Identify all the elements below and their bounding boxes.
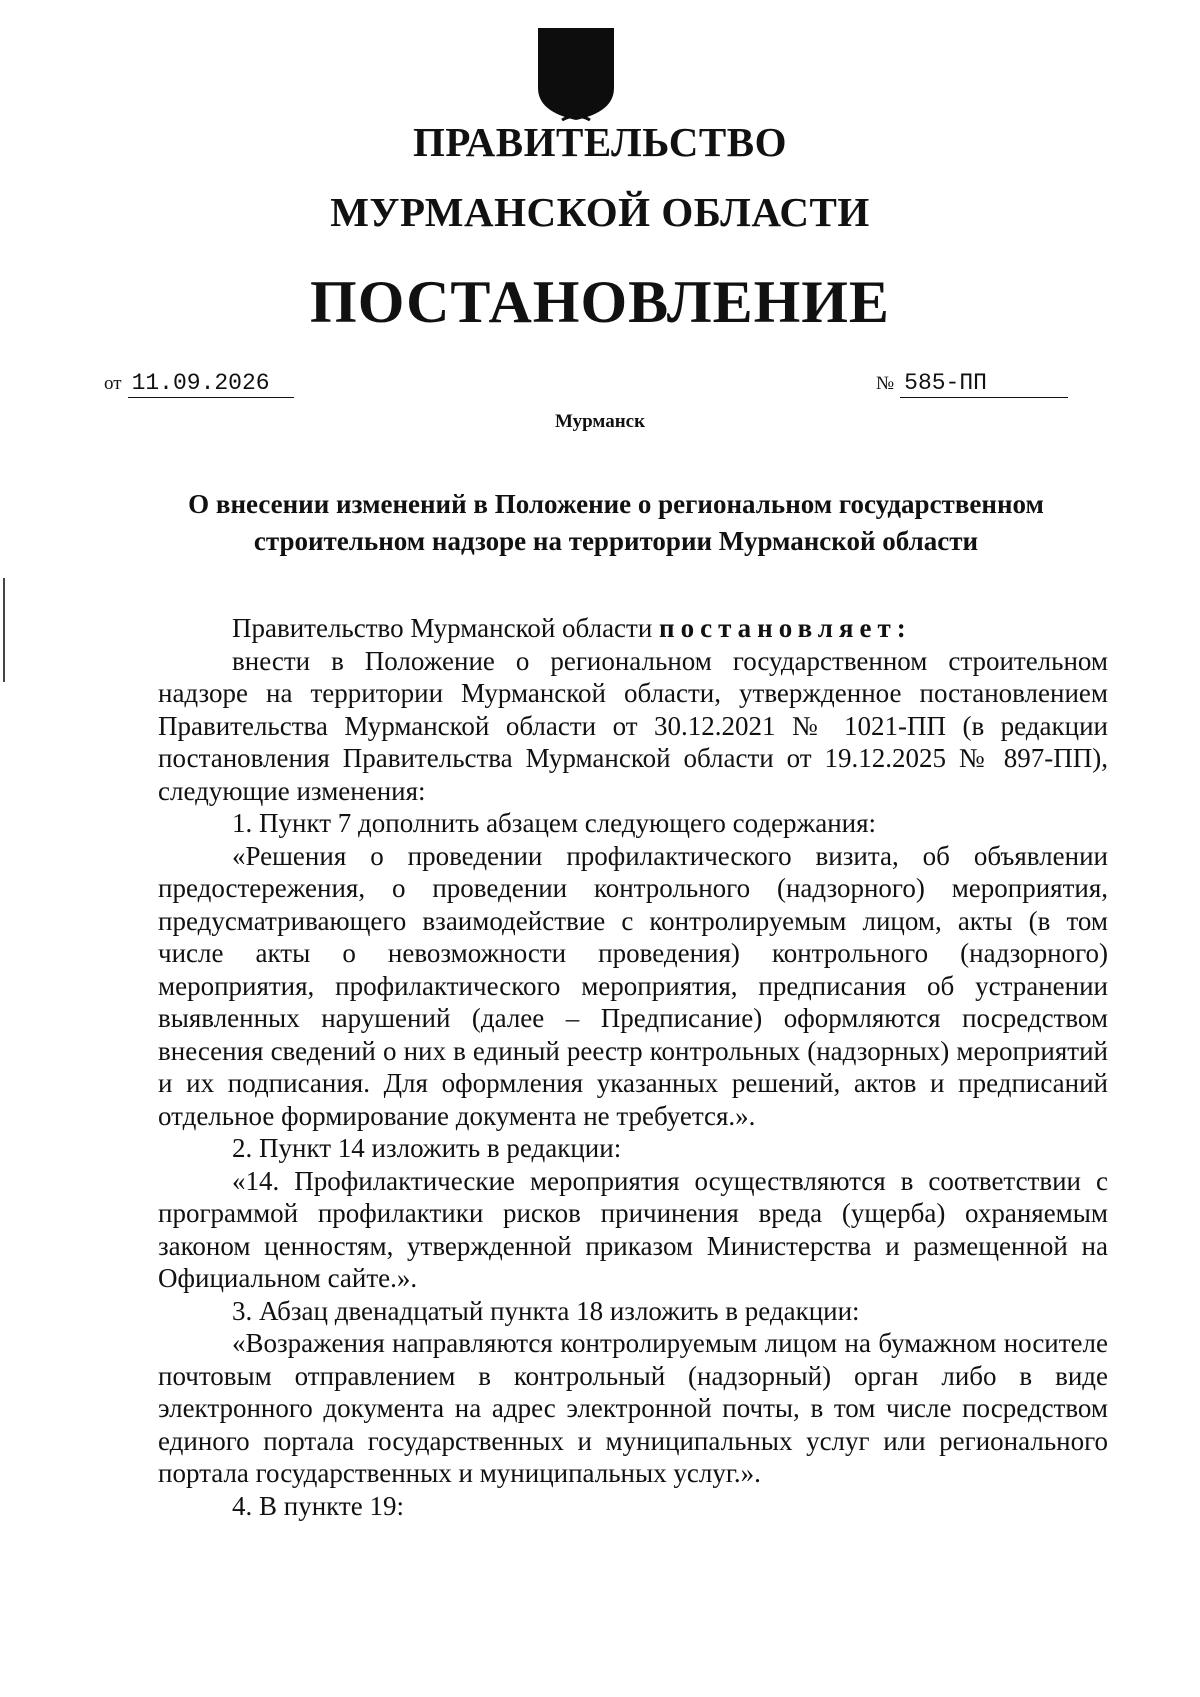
body-paragraph: 3. Абзац двенадцатый пункта 18 изложить в редакции: <box>232 1295 860 1326</box>
body-paragraph: внести в Положение о региональном государственном строительном надзоре на территории Мурманской области, утвержденное постановлением Правительства Мурманской области от 30.12.2021 № 1021-ПП (в редакции постановления Правительства Мурманской области от 19.12.2025 № 897-ПП), следующие изменения: <box>158 645 1108 806</box>
body-paragraph: 1. Пункт 7 дополнить абзацем следующего содержания: <box>232 808 877 838</box>
intro-resolves: постановляет: <box>659 613 912 643</box>
body-paragraph: «Возражения направляются контролируемым лицом на бумажном носителе почтовым отправлением в контрольный (надзорный) орган либо в виде электронного документа на адрес электронной почты, в том числе посредством единого портала государственных и муниципальных услуг или регионального портала государственных и муниципальных услуг.». <box>158 1328 1108 1488</box>
date-label: от <box>104 373 122 394</box>
city-name: Мурманск <box>554 411 646 432</box>
date-value: 11.09.2026 <box>128 370 294 398</box>
intro-text: Правительство Мурманской области <box>232 613 660 643</box>
number-row <box>876 370 1068 398</box>
body-paragraph: «Решения о проведении профилактического визита, об объявлении предостережения, о проведении контрольного (надзорного) мероприятия, предусматривающего взаимодействие с контролируемым лицом, акты (в том числе акты о невозможности проведения) контрольного (надзорного) мероприятия, профилактического мероприятия, предписания об устранении выявленных нарушений (далее – Предписание) оформляются посредством внесения сведений о них в единый реестр контрольных (надзорных) мероприятий и их подписания. Для оформления указанных решений, актов и предписаний отдельное формирование документа не требуется.». <box>158 840 1108 1131</box>
document-body <box>158 612 1108 1522</box>
organization-name-line2: МУРМАНСКОЙ ОБЛАСТИ <box>330 189 870 235</box>
document-type: ПОСТАНОВЛЕНИЕ <box>310 269 890 335</box>
body-paragraph: «14. Профилактические мероприятия осуществляются в соответствии с программой профилактики рисков причинения вреда (ущерба) охраняемым законом ценностям, утвержденной приказом Министерства и размещенной на Официальном сайте.». <box>158 1165 1108 1293</box>
number-value: 585-ПП <box>900 370 1068 398</box>
body-paragraph: 4. В пункте 19: <box>232 1490 404 1521</box>
scan-margin-mark <box>3 578 5 682</box>
document-title: О внесении изменений в Положение о региональном государственном строительном надзоре на территории Мурманской области <box>188 489 1044 556</box>
coat-of-arms-emblem <box>536 26 616 122</box>
organization-name-line1: ПРАВИТЕЛЬСТВО <box>412 119 788 165</box>
intro-paragraph <box>158 612 1108 645</box>
number-label: № <box>876 373 895 394</box>
date-row <box>104 370 294 398</box>
body-paragraph: 2. Пункт 14 изложить в редакции: <box>232 1133 622 1163</box>
